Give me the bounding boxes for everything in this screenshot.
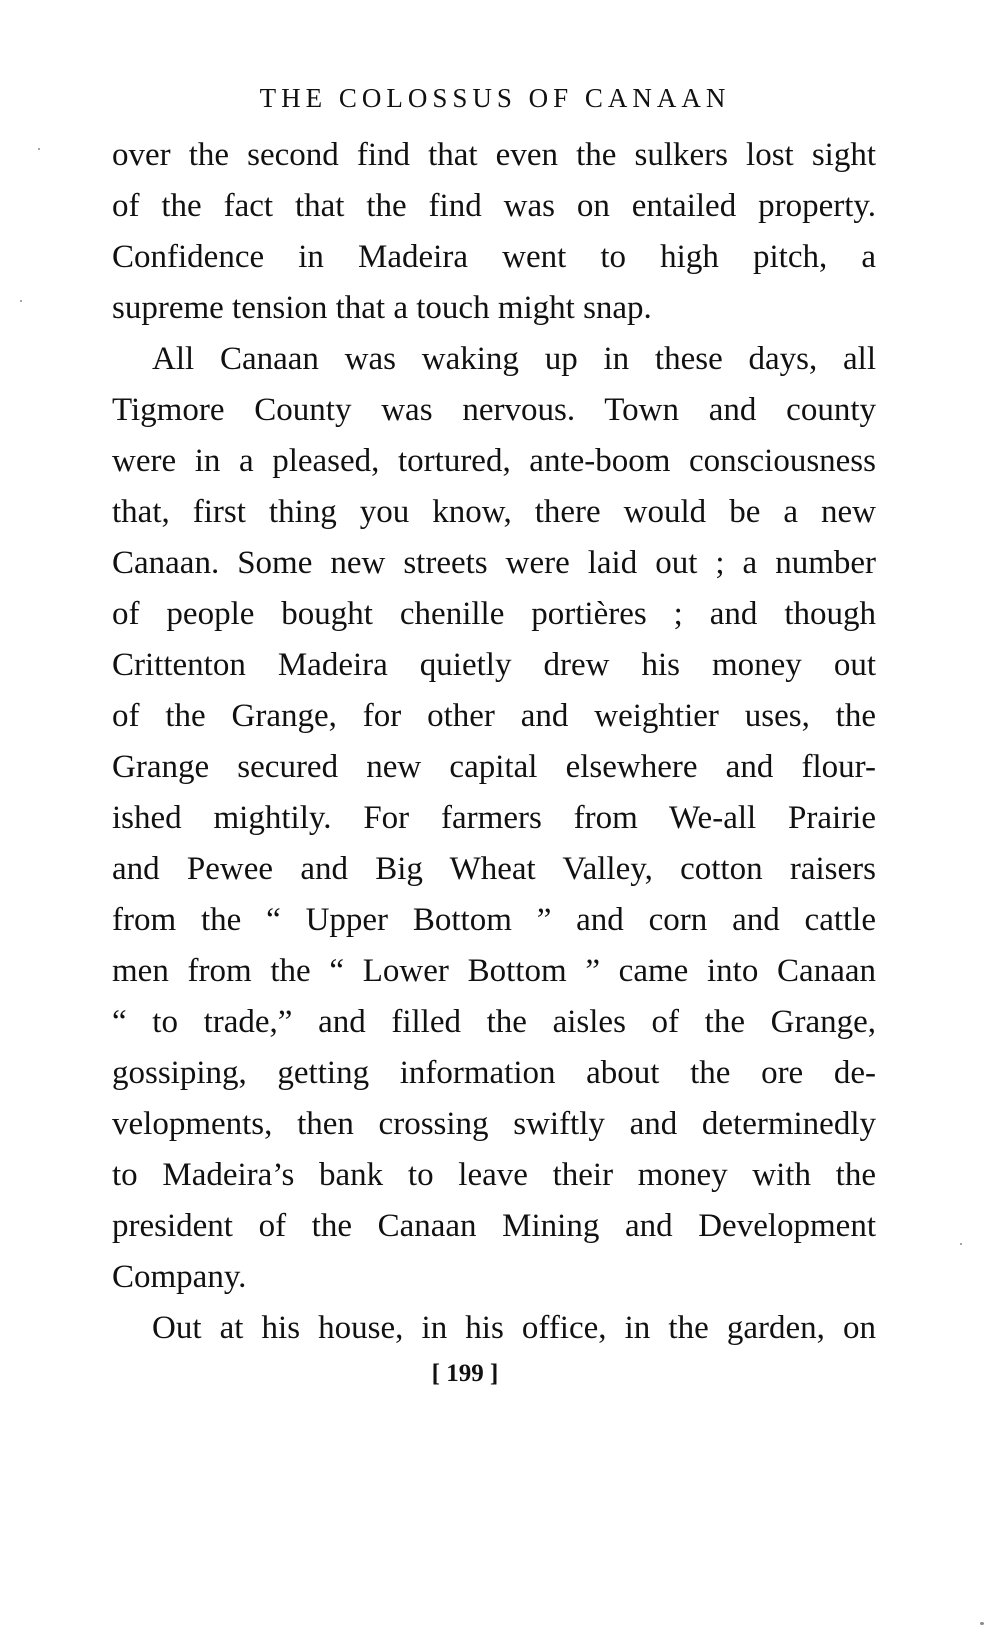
text-line: supreme tension that a touch might snap.: [112, 290, 652, 326]
text-line: of the Grange, for other and weightier uses, the: [112, 698, 876, 734]
scan-speck: [960, 1243, 962, 1245]
text-line: “ to trade,” and filled the aisles of the Grange,: [112, 1004, 876, 1040]
scan-speck: [20, 300, 22, 302]
text-line: men from the “ Lower Bottom ” came into Canaan: [112, 953, 876, 989]
text-line: that, first thing you know, there would be a new: [112, 494, 876, 530]
scan-speck: [980, 1622, 984, 1625]
text-line: Confidence in Madeira went to high pitch, a: [112, 239, 876, 275]
text-line: of the fact that the find was on entailed property.: [112, 188, 876, 224]
text-line: Tigmore County was nervous. Town and county: [112, 392, 876, 428]
scan-speck: [38, 148, 40, 150]
text-line: of people bought chenille portières ; and though: [112, 596, 876, 632]
text-line: Company.: [112, 1259, 247, 1295]
text-line: were in a pleased, tortured, ante-boom consciousness: [112, 443, 876, 479]
running-head: THE COLOSSUS OF CANAAN: [259, 83, 731, 113]
text-line: and Pewee and Big Wheat Valley, cotton raisers: [112, 851, 876, 887]
text-line: Out at his house, in his office, in the garden, on: [152, 1310, 876, 1346]
text-line: Canaan. Some new streets were laid out ; a number: [112, 545, 876, 581]
text-line: gossiping, getting information about the ore de-: [112, 1055, 876, 1091]
page-number: [ 199 ]: [431, 1360, 499, 1387]
text-line: Grange secured new capital elsewhere and flour-: [112, 749, 876, 785]
text-line: president of the Canaan Mining and Development: [112, 1208, 876, 1244]
body-text: [112, 130, 876, 1354]
text-line: ished mightily. For farmers from We-all Prairie: [112, 800, 876, 836]
text-line: over the second find that even the sulkers lost sight: [112, 137, 876, 173]
text-line: from the “ Upper Bottom ” and corn and cattle: [112, 902, 876, 938]
text-line: Crittenton Madeira quietly drew his money out: [112, 647, 876, 683]
text-line: to Madeira’s bank to leave their money with the: [112, 1157, 876, 1193]
text-line: All Canaan was waking up in these days, all: [152, 341, 876, 377]
text-line: velopments, then crossing swiftly and determinedly: [112, 1106, 876, 1142]
